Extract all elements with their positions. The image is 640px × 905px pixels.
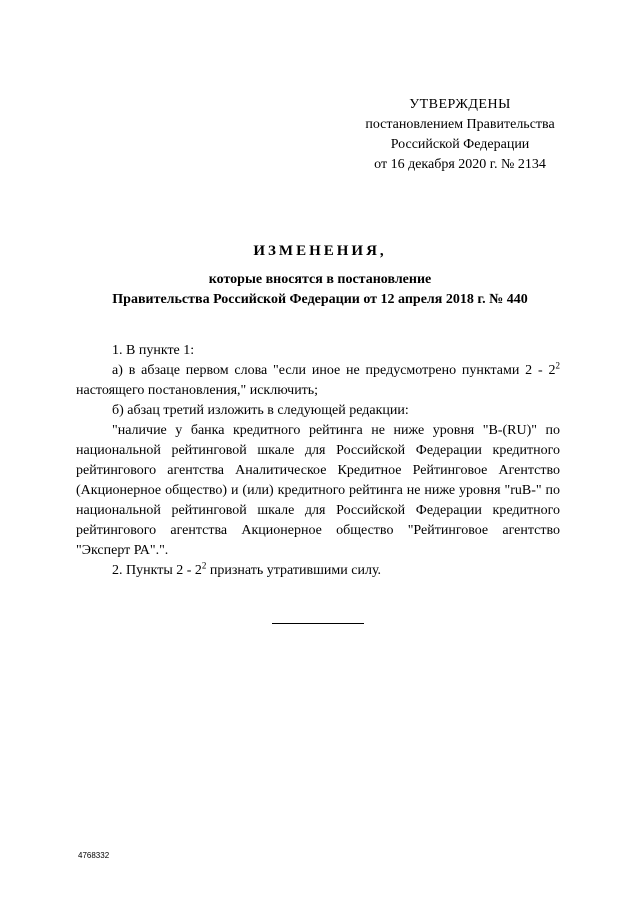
- approval-line-2: Российской Федерации: [390, 137, 530, 152]
- heading-title: ИЗМЕНЕНИЯ,: [253, 243, 387, 259]
- approval-title: УТВЕРЖДЕНЫ: [409, 97, 511, 112]
- end-divider: [272, 623, 364, 624]
- document-body: [76, 341, 560, 581]
- paragraph-2-text-a: а) в абзаце первом слова "если иное не предусмотрено пунктами 2 - 2: [112, 363, 556, 378]
- paragraph-5-text-b: признать утратившими силу.: [206, 563, 382, 578]
- document-number: 4768332: [78, 851, 110, 860]
- paragraph-2-superscript: 2: [555, 360, 560, 371]
- paragraph-1: 1. В пункте 1:: [112, 343, 195, 358]
- paragraph-5-superscript: 2: [201, 560, 207, 571]
- heading-subtitle-2: Правительства Российской Федерации от 12 апреля 2018 г. № 440: [112, 292, 528, 307]
- paragraph-5: [76, 561, 560, 581]
- paragraph-4: "наличие у банка кредитного рейтинга не ниже уровня "B-(RU)" по национальной рейтинговой шкале для Российской Федерации кредитного рейтингового агентства Аналитическое Кредитное Рейтинговое Агентство (Акционерное общество) и (или) кредитного рейтинга не ниже уровня "ruB-" по национальной рейтинговой шкале для Российской Федерации кредитного рейтингового агентства Акционерное общество "Рейтинговое агентство "Эксперт РА".".: [76, 423, 560, 558]
- paragraph-5-text-a: 2. Пункты 2 - 2: [112, 563, 202, 578]
- paragraph-3: б) абзац третий изложить в следующей редакции:: [112, 403, 409, 418]
- approval-line-1: постановлением Правительства: [365, 117, 555, 132]
- document-heading: [40, 240, 600, 310]
- paragraph-2-text-b: настоящего постановления," исключить;: [76, 383, 319, 398]
- heading-subtitle-1: которые вносятся в постановление: [208, 272, 432, 287]
- approval-line-3: от 16 декабря 2020 г. № 2134: [374, 157, 546, 172]
- paragraph-2: [76, 361, 560, 401]
- approval-block: [310, 95, 610, 175]
